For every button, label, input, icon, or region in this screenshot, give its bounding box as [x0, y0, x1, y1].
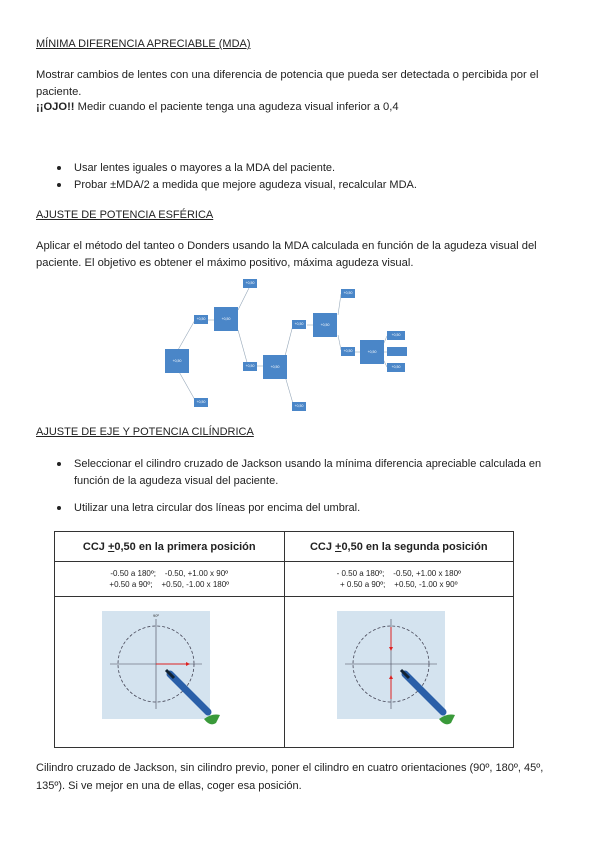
warning-label: ¡¡OJO!! [36, 101, 75, 113]
flow-node: +0,50 [194, 315, 208, 324]
flow-node: +0,50 [360, 340, 384, 364]
ccj-caption: Cilindro cruzado de Jackson, sin cilindro previo, poner el cilindro en cuatro orientaciones (90º, 180º, 45º, 135º). Si ve mejor en una de ellas, coger esa posición. [36, 762, 544, 792]
ccj-diagram-first-cell [55, 597, 285, 748]
flow-node: +0,50 [243, 362, 257, 371]
ccj-values-second: - 0.50 a 180º; -0.50, +1.00 x 180º + 0.50 a 90º; +0.50, -1.00 x 90º [284, 562, 514, 597]
flow-node: +0,50 [387, 331, 405, 340]
flow-node: +0,50 [243, 279, 257, 288]
flow-node: +0,50 [341, 289, 355, 298]
mda-bullet-1: Usar lentes iguales o mayores a la MDA del paciente. [74, 160, 574, 177]
flow-node [387, 347, 407, 356]
jackson-cylinder-diagram-second [335, 607, 475, 737]
ccj-values-first: -0.50 a 180º; -0.50, +1.00 x 90º +0.50 a 90º; +0.50, -1.00 x 180º [55, 562, 285, 597]
ccj-header-second: CCJ +0,50 en la segunda posición [284, 532, 514, 562]
flow-node: +0,50 [214, 307, 238, 331]
cylinder-heading: AJUSTE DE EJE Y POTENCIA CILÍNDRICA [36, 426, 254, 438]
cylinder-bullet-1: Seleccionar el cilindro cruzado de Jackson usando la mínima diferencia apreciable calculada en función de la agudeza visual del paciente. [74, 456, 544, 490]
flow-node: +0,50 [263, 355, 287, 379]
flow-node: +0,50 [194, 398, 208, 407]
flow-node: +0,50 [165, 349, 189, 373]
flow-node: +0,50 [292, 402, 306, 411]
warning-text: Medir cuando el paciente tenga una agudeza visual inferior a 0,4 [74, 101, 399, 113]
flow-node: +0,50 [387, 363, 405, 372]
ccj-table [54, 531, 514, 748]
cylinder-bullet-2: Utilizar una letra circular dos líneas por encima del umbral. [74, 500, 544, 517]
angle-label: 90º [153, 613, 159, 618]
jackson-cylinder-diagram-first [100, 607, 240, 737]
flow-node: +0,50 [313, 313, 337, 337]
mda-intro: Mostrar cambios de lentes con una diferencia de potencia que pueda ser detectada o percibida por el paciente. [36, 69, 539, 98]
mda-bullet-2: Probar ±MDA/2 a medida que mejore agudeza visual, recalcular MDA. [74, 177, 574, 194]
ccj-header-first: CCJ +0,50 en la primera posición [55, 532, 285, 562]
bullet-dot [57, 506, 61, 510]
spherical-text: Aplicar el método del tanteo o Donders usando la MDA calculada en función de la agudeza visual del paciente. El objetivo es obtener el máximo positivo, máxima agudeza visual. [36, 240, 537, 269]
flow-node: +0,50 [341, 347, 355, 356]
ccj-diagram-second-cell [284, 597, 514, 748]
flow-node: +0,50 [292, 320, 306, 329]
spherical-heading: AJUSTE DE POTENCIA ESFÉRICA [36, 209, 214, 221]
bullet-dot [57, 462, 61, 466]
mda-heading: MÍNIMA DIFERENCIA APRECIABLE (MDA) [36, 38, 251, 50]
